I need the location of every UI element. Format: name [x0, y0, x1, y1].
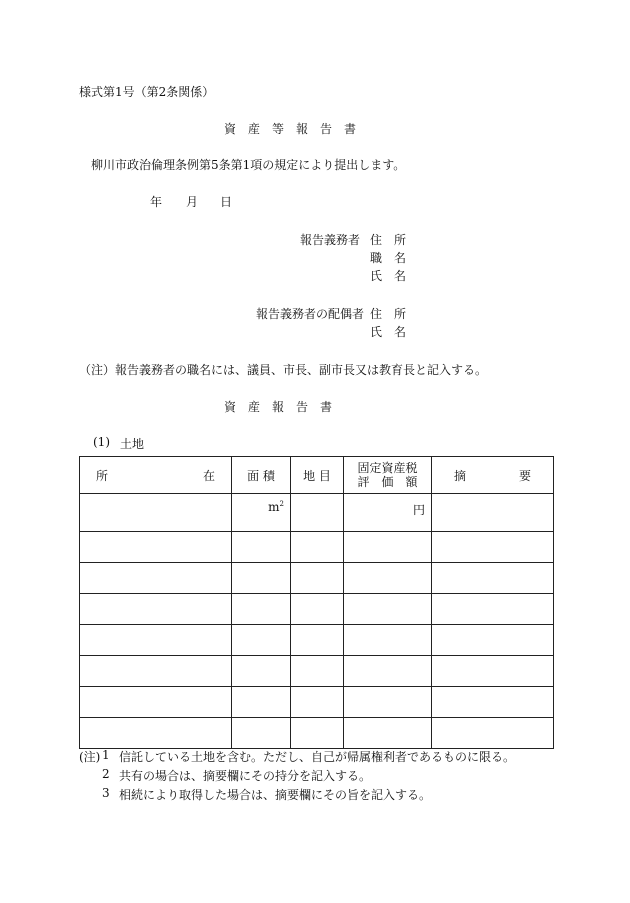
- table-row: [80, 625, 554, 656]
- cell-value[interactable]: [344, 532, 432, 563]
- intro-text: 柳川市政治倫理条例第5条第1項の規定により提出します。: [91, 158, 406, 172]
- cell-category[interactable]: [291, 656, 344, 687]
- notes-prefix: (注): [79, 750, 101, 764]
- section-label: 土地: [120, 437, 145, 451]
- cell-location[interactable]: [80, 687, 232, 718]
- cell-value[interactable]: [344, 625, 432, 656]
- table-row: [80, 687, 554, 718]
- value-unit: 円: [412, 503, 425, 517]
- header-location: [80, 457, 232, 494]
- header-area: 面 積: [232, 457, 291, 494]
- cell-area[interactable]: [232, 563, 291, 594]
- reporter-position-label: 職 名: [370, 251, 407, 265]
- header-remarks-b: 要: [518, 468, 531, 483]
- cell-value[interactable]: [344, 687, 432, 718]
- cell-category[interactable]: [291, 718, 344, 749]
- cell-location[interactable]: [80, 563, 232, 594]
- cell-remarks[interactable]: [432, 718, 554, 749]
- date-month: 月: [186, 195, 199, 209]
- cell-value[interactable]: [344, 656, 432, 687]
- note-text: 信託している土地を含む。ただし、自己が帰属権利者であるものに限る。: [119, 750, 516, 764]
- table-header-row: [80, 457, 554, 494]
- header-value-line1: 固定資産税: [357, 461, 418, 475]
- area-unit-sup: 2: [279, 500, 284, 508]
- cell-value[interactable]: [344, 494, 432, 532]
- header-location-a: 所: [96, 468, 109, 483]
- cell-location[interactable]: [80, 718, 232, 749]
- note-number: 1: [102, 748, 110, 762]
- cell-value[interactable]: [344, 563, 432, 594]
- cell-location[interactable]: [80, 532, 232, 563]
- header-remarks-a: 摘: [454, 468, 467, 483]
- cell-category[interactable]: [291, 563, 344, 594]
- table-row: [80, 494, 554, 532]
- section-number: (1): [93, 435, 110, 449]
- cell-remarks[interactable]: [432, 532, 554, 563]
- header-value-line2: 評 価 額: [357, 475, 418, 489]
- form-label: 様式第1号（第2条関係）: [79, 85, 215, 99]
- cell-remarks[interactable]: [432, 625, 554, 656]
- header-category: 地 目: [291, 457, 344, 494]
- cell-remarks[interactable]: [432, 494, 554, 532]
- spouse-name-label: 氏 名: [370, 325, 407, 339]
- cell-area[interactable]: [232, 532, 291, 563]
- cell-area[interactable]: [232, 718, 291, 749]
- header-location-b: 在: [202, 468, 215, 483]
- spouse-address-label: 住 所: [370, 307, 407, 321]
- table-row: [80, 563, 554, 594]
- cell-remarks[interactable]: [432, 563, 554, 594]
- asset-report-title: 資 産 報 告 書: [224, 400, 333, 414]
- header-remarks: [432, 457, 554, 494]
- cell-location[interactable]: [80, 594, 232, 625]
- document-title: 資 産 等 報 告 書: [224, 122, 357, 136]
- note1-prefix: （注）: [79, 363, 116, 377]
- table-row: [80, 656, 554, 687]
- table-row: [80, 594, 554, 625]
- reporter-label: 報告義務者: [300, 233, 361, 247]
- spouse-label: 報告義務者の配偶者: [256, 307, 365, 321]
- cell-value[interactable]: [344, 718, 432, 749]
- cell-area[interactable]: [232, 494, 291, 532]
- cell-category[interactable]: [291, 625, 344, 656]
- table-row: [80, 532, 554, 563]
- cell-remarks[interactable]: [432, 687, 554, 718]
- land-table: [79, 456, 554, 749]
- date-year: 年: [150, 195, 163, 209]
- cell-value[interactable]: [344, 594, 432, 625]
- cell-location[interactable]: [80, 625, 232, 656]
- table-row: [80, 718, 554, 749]
- cell-category[interactable]: [291, 494, 344, 532]
- cell-category[interactable]: [291, 532, 344, 563]
- area-unit: m: [268, 500, 280, 514]
- header-assessed-value: [344, 457, 432, 494]
- note-number: 3: [102, 786, 110, 800]
- cell-category[interactable]: [291, 594, 344, 625]
- reporter-address-label: 住 所: [370, 233, 407, 247]
- cell-area[interactable]: [232, 656, 291, 687]
- cell-area[interactable]: [232, 687, 291, 718]
- cell-category[interactable]: [291, 687, 344, 718]
- note-text: 共有の場合は、摘要欄にその持分を記入する。: [119, 769, 372, 783]
- cell-area[interactable]: [232, 625, 291, 656]
- cell-remarks[interactable]: [432, 594, 554, 625]
- note-number: 2: [102, 767, 110, 781]
- date-day: 日: [220, 195, 233, 209]
- cell-remarks[interactable]: [432, 656, 554, 687]
- note-text: 相続により取得した場合は、摘要欄にその旨を記入する。: [119, 788, 432, 802]
- note1-text: 報告義務者の職名には、議員、市長、副市長又は教育長と記入する。: [115, 363, 488, 377]
- cell-location[interactable]: [80, 656, 232, 687]
- cell-area[interactable]: [232, 594, 291, 625]
- reporter-name-label: 氏 名: [370, 269, 407, 283]
- cell-location[interactable]: [80, 494, 232, 532]
